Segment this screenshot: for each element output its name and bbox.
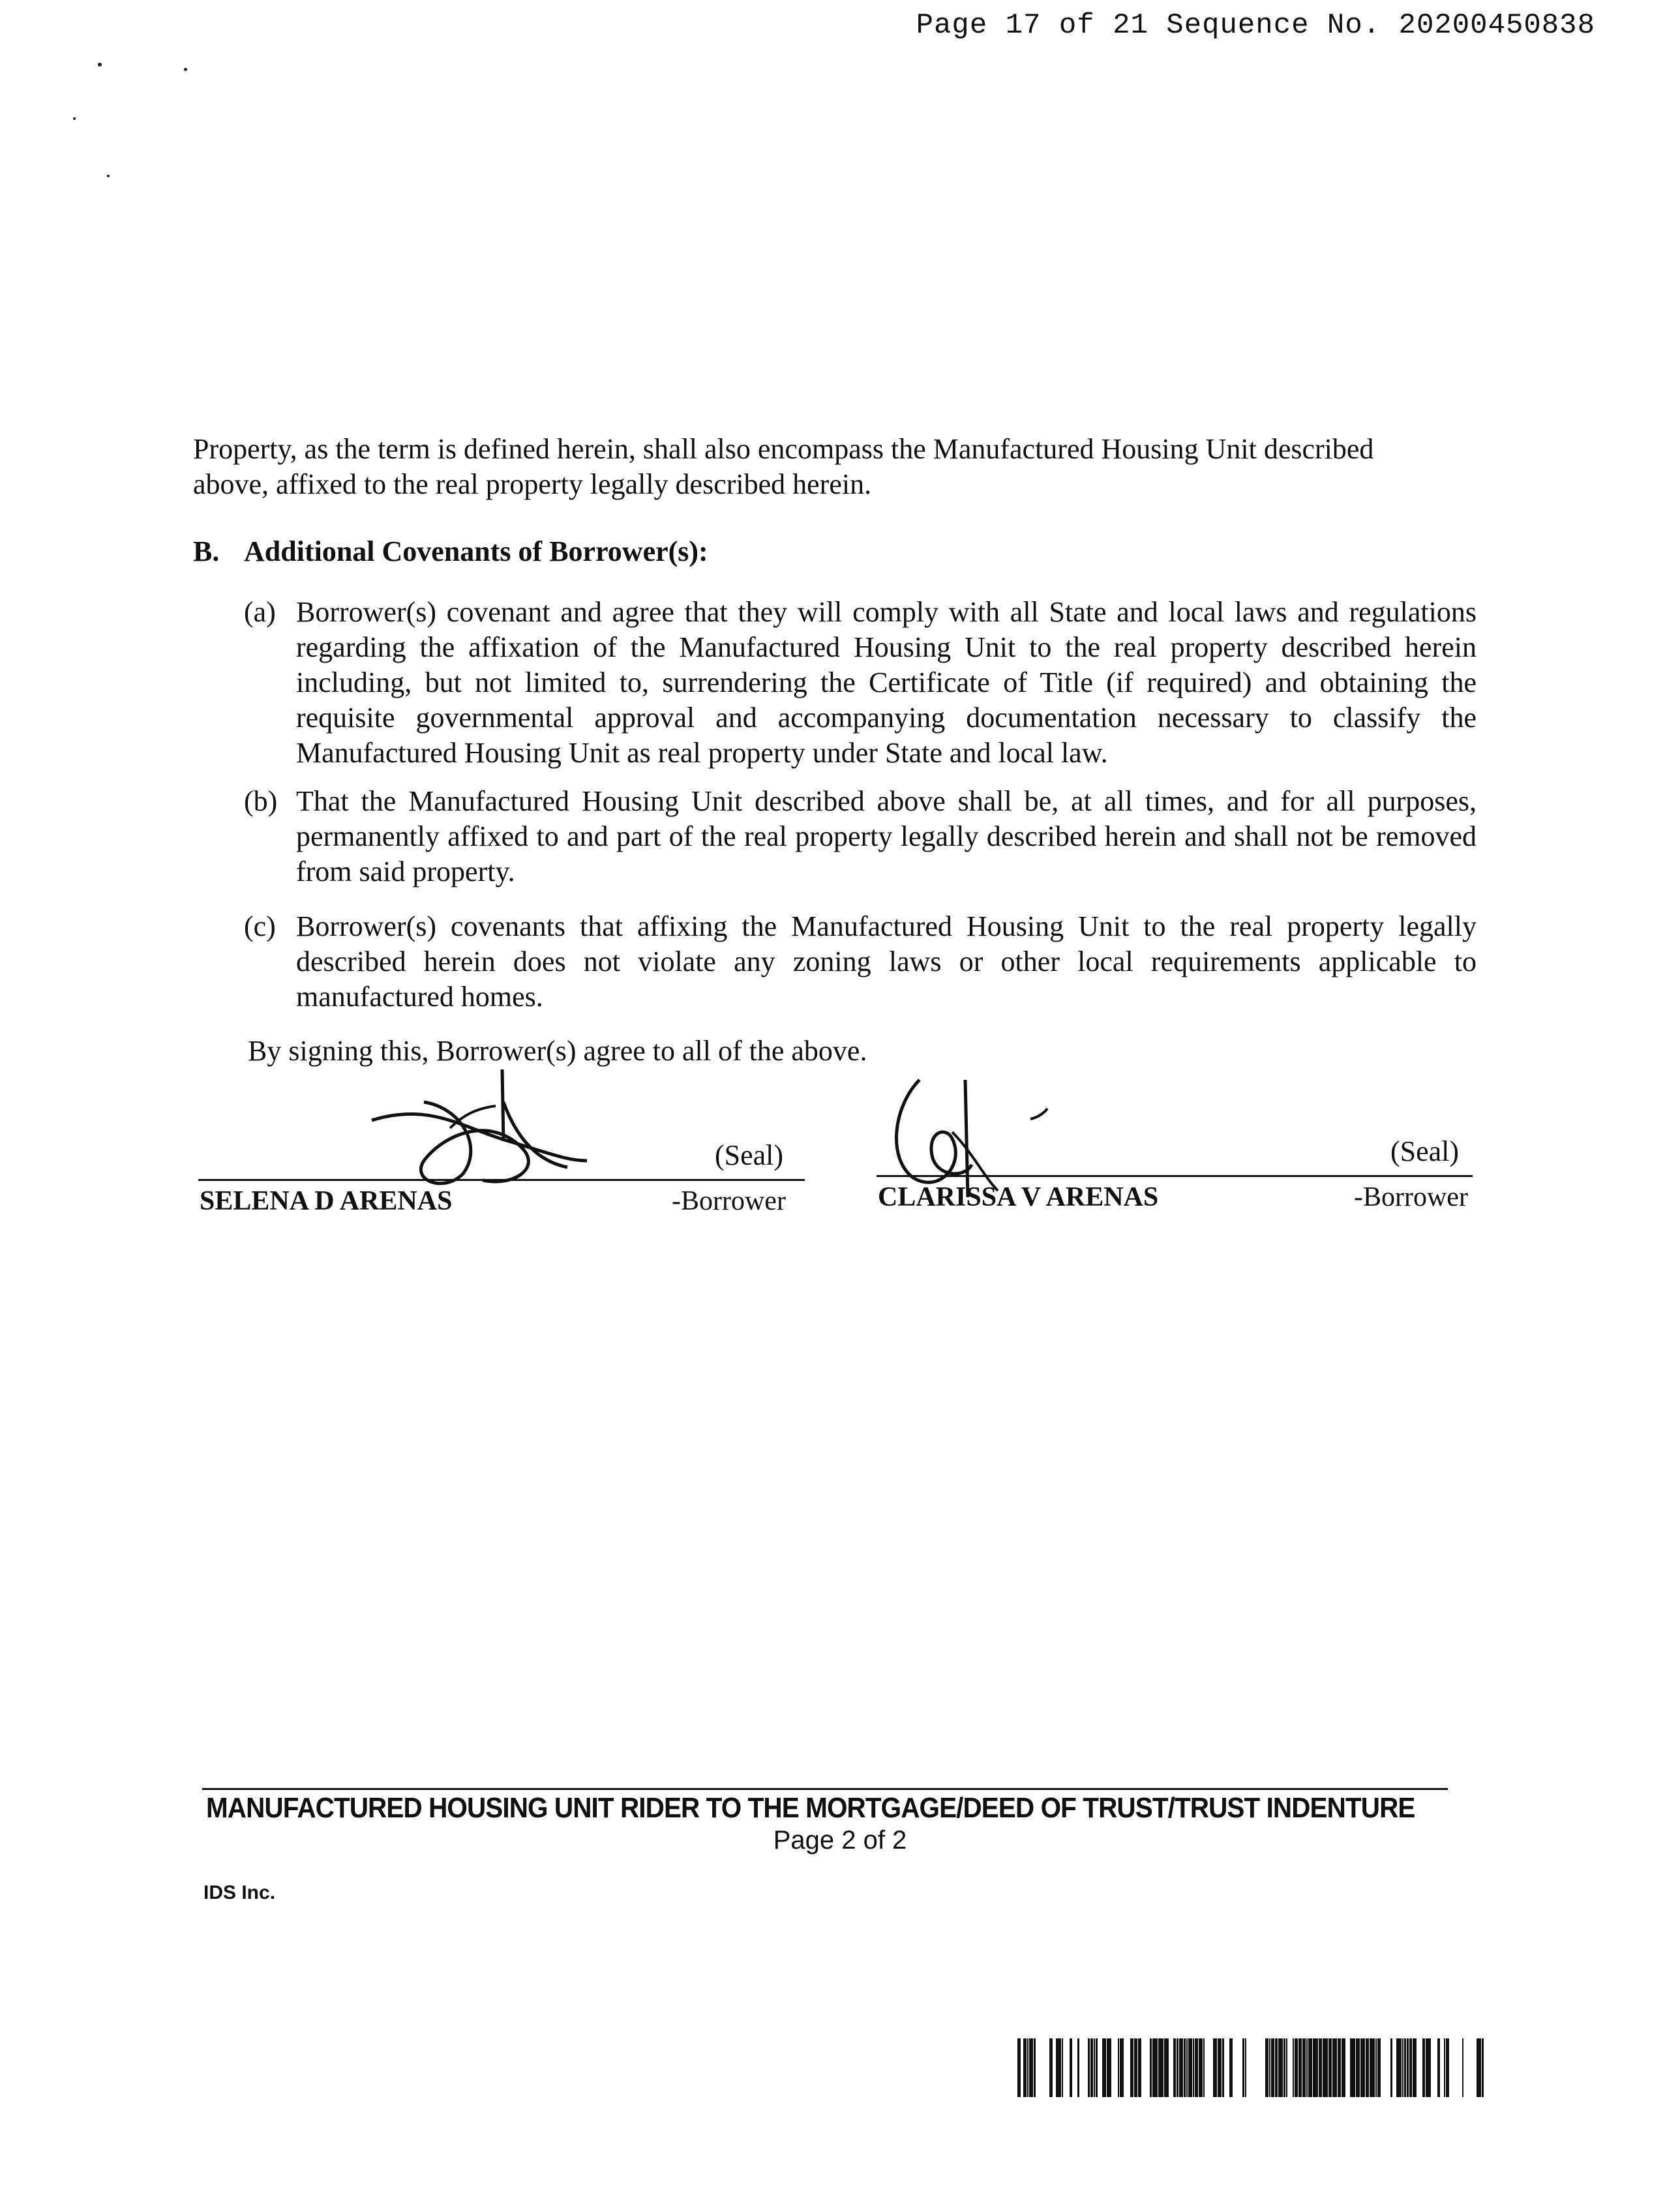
barcode-bar	[1319, 2038, 1322, 2097]
covenant-item-c	[244, 909, 1477, 1015]
barcode-bar	[1356, 2038, 1360, 2097]
barcode-bar	[1390, 2038, 1392, 2097]
covenant-text: Borrower(s) covenants that affixing the Manufactured Housing Unit to the real property legally described herein does not violate any zoning laws or other local requirements applicable to manufactured homes.	[296, 910, 1477, 1013]
barcode-bar	[1295, 2038, 1298, 2097]
scan-speck	[107, 175, 110, 177]
barcode-bar	[1094, 2038, 1095, 2097]
barcode-bar	[1407, 2038, 1409, 2097]
covenant-mark: (a)	[244, 596, 276, 628]
barcode-bar	[1375, 2038, 1377, 2097]
barcode-bar	[1034, 2038, 1036, 2097]
barcode-bar	[1477, 2038, 1481, 2097]
borrower-name: SELENA D ARENAS	[200, 1186, 453, 1216]
barcode-bar	[1177, 2038, 1178, 2097]
barcode-bar	[1306, 2038, 1308, 2097]
barcode-bar	[1184, 2038, 1186, 2097]
barcode-bar	[1286, 2038, 1287, 2097]
barcode-bar	[1313, 2038, 1318, 2097]
footer-form-title: MANUFACTURED HOUSING UNIT RIDER TO THE MORTGAGE/DEED OF TRUST/TRUST INDENTURE	[206, 1792, 1415, 1824]
barcode-bar	[1283, 2038, 1285, 2097]
barcode-bar	[1332, 2038, 1337, 2097]
barcode-bar	[1342, 2038, 1345, 2097]
section-b-label: B.	[193, 535, 220, 567]
intro-paragraph: Property, as the term is defined herein, shall also encompass the Manufactured Housing Unit described above, affixed to the real property legally described herein.	[193, 433, 1374, 500]
barcode-bar	[1213, 2038, 1217, 2097]
barcode-bar	[1077, 2038, 1079, 2097]
barcode-bar	[1150, 2038, 1152, 2097]
footer-divider	[202, 1788, 1448, 1790]
barcode-bar	[1323, 2038, 1328, 2097]
signature-line	[877, 1175, 1473, 1177]
barcode-bar	[1360, 2038, 1365, 2097]
barcode-bar	[1173, 2038, 1176, 2097]
seal-label: (Seal)	[715, 1139, 784, 1171]
signature-selena-arenas	[352, 1063, 613, 1193]
barcode-bar	[1179, 2038, 1183, 2097]
barcode-bar	[1275, 2038, 1278, 2097]
barcode-bar	[1195, 2038, 1198, 2097]
barcode-bar	[1118, 2038, 1119, 2097]
barcode-bar	[1134, 2038, 1137, 2097]
borrower-role: -Borrower	[672, 1186, 786, 1216]
barcode-bar	[1203, 2038, 1205, 2097]
agreement-statement: By signing this, Borrower(s) agree to all of the above.	[248, 1035, 867, 1067]
barcode-bar	[1186, 2038, 1188, 2097]
covenant-text: Borrower(s) covenant and agree that they will comply with all State and local laws and regulations regarding the affixation of the Manufactured Housing Unit to the real property described herein including, but not limited to, surrendering the Certificate of Title (if required) and obtaining the requisite governmental approval and accompanying documentation necessary to classify the Manufactured Housing Unit as real property under State and local law.	[296, 596, 1477, 769]
barcode-bar	[1413, 2038, 1417, 2097]
barcode-bar	[1029, 2038, 1033, 2097]
barcode-bar	[1338, 2038, 1341, 2097]
barcode-bar	[1130, 2038, 1133, 2097]
barcode-bar	[1218, 2038, 1222, 2097]
barcode-bar	[1271, 2038, 1274, 2097]
barcode-bar	[1096, 2038, 1098, 2097]
barcode-bar	[1298, 2038, 1302, 2097]
barcode-bar	[1422, 2038, 1425, 2097]
barcode-bar	[1409, 2038, 1412, 2097]
barcode-bar	[1245, 2038, 1246, 2097]
barcode-bar	[1138, 2038, 1141, 2097]
barcode-bar	[1402, 2038, 1403, 2097]
barcode-bar	[1158, 2038, 1163, 2097]
barcode-bar	[1482, 2038, 1484, 2097]
scan-speck	[184, 68, 187, 71]
barcode-bar	[1193, 2038, 1194, 2097]
barcode-bar	[1446, 2038, 1449, 2097]
barcode-bar	[1328, 2038, 1332, 2097]
barcode-bar	[1269, 2038, 1270, 2097]
barcode-bar	[1027, 2038, 1028, 2097]
barcode-bar	[1102, 2038, 1106, 2097]
barcode-bar	[1302, 2038, 1306, 2097]
barcode-bar	[1023, 2038, 1027, 2097]
footer-vendor: IDS Inc.	[203, 1882, 276, 1903]
borrower-role: -Borrower	[1354, 1182, 1468, 1212]
barcode-bar	[1056, 2038, 1061, 2097]
barcode-bar	[1070, 2038, 1072, 2097]
covenant-text: That the Manufactured Housing Unit described above shall be, at all times, and for all purposes, permanently affixed to and part of the real property legally described herein and shall not be removed from said property.	[296, 785, 1477, 887]
footer-page-number: Page 2 of 2	[773, 1826, 907, 1855]
barcode-bar	[1396, 2038, 1402, 2097]
section-b-heading	[193, 535, 708, 568]
seal-label: (Seal)	[1390, 1135, 1460, 1167]
barcode-bar	[1265, 2038, 1268, 2097]
barcode-bar	[1437, 2038, 1440, 2097]
covenant-mark: (c)	[244, 910, 276, 942]
covenant-item-a	[244, 595, 1477, 771]
barcode-bar	[1370, 2038, 1375, 2097]
borrower-name: CLARISSA V ARENAS	[878, 1182, 1159, 1212]
covenant-mark: (b)	[244, 785, 278, 817]
barcode-bar	[1350, 2038, 1355, 2097]
barcode-bar	[1107, 2038, 1111, 2097]
signature-line	[198, 1179, 805, 1181]
barcode-bar	[1404, 2038, 1406, 2097]
barcode-bar	[1152, 2038, 1158, 2097]
page-sequence-header: Page 17 of 21 Sequence No. 20200450838	[916, 9, 1595, 42]
barcode-bar	[1188, 2038, 1192, 2097]
section-b-title: Additional Covenants of Borrower(s):	[244, 535, 708, 567]
scan-speck	[73, 117, 76, 120]
barcode-bar	[1088, 2038, 1090, 2097]
barcode-bar	[1308, 2038, 1312, 2097]
barcode-bar	[1017, 2038, 1021, 2097]
barcode-bar	[1049, 2038, 1053, 2097]
barcode-bar	[1199, 2038, 1203, 2097]
covenant-item-b	[244, 784, 1477, 889]
barcode-bar	[1229, 2038, 1233, 2097]
document-barcode	[1017, 2038, 1487, 2097]
scan-speck	[98, 63, 102, 67]
barcode-bar	[1242, 2038, 1244, 2097]
barcode-bar	[1120, 2038, 1124, 2097]
barcode-bar	[1462, 2038, 1463, 2097]
barcode-bar	[1164, 2038, 1169, 2097]
barcode-bar	[1062, 2038, 1063, 2097]
barcode-bar	[1222, 2038, 1224, 2097]
barcode-bar	[1444, 2038, 1445, 2097]
barcode-bar	[1426, 2038, 1431, 2097]
barcode-bar	[1366, 2038, 1369, 2097]
barcode-bar	[1377, 2038, 1381, 2097]
barcode-bar	[1278, 2038, 1283, 2097]
barcode-bar	[1090, 2038, 1093, 2097]
barcode-bar	[1293, 2038, 1294, 2097]
